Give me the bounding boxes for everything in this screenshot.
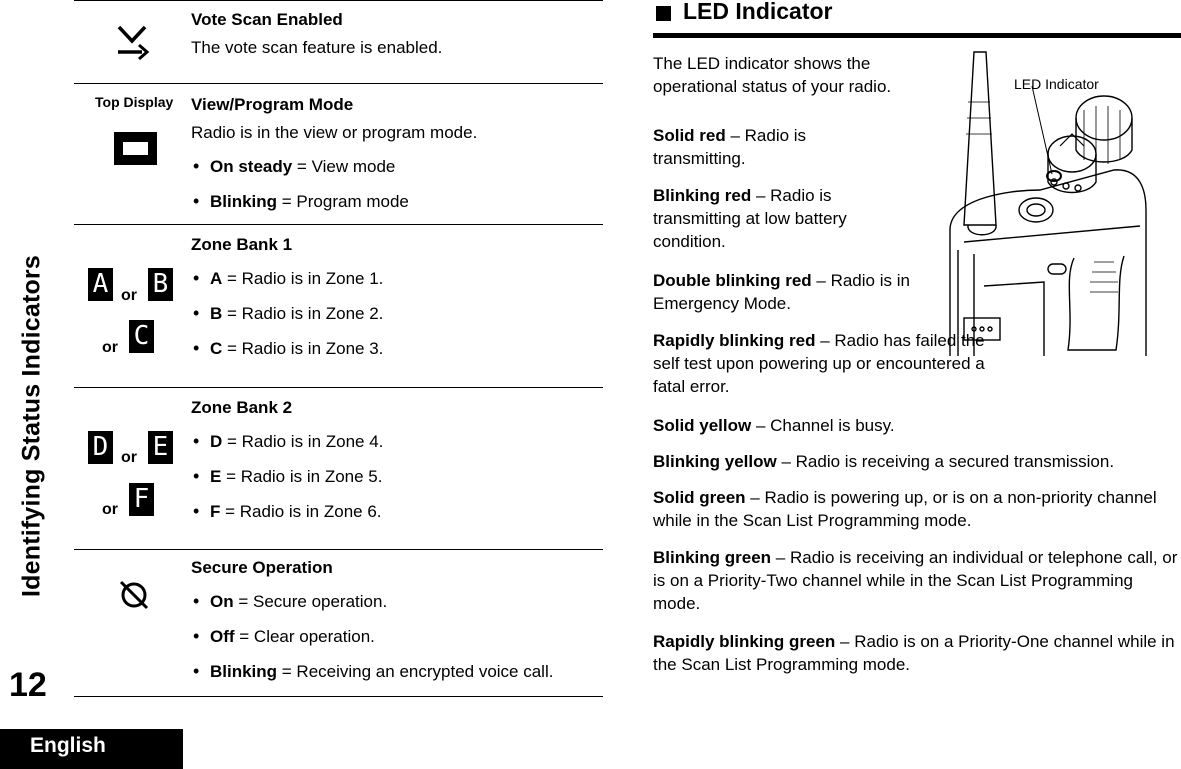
row-title: Zone Bank 2: [191, 398, 293, 417]
led-figure-label: LED Indicator: [1014, 76, 1099, 92]
led-section: [653, 0, 1181, 674]
radio-illustration: [944, 50, 1149, 356]
list-item: • C = Radio is in Zone 3.: [191, 339, 603, 359]
list-item: • F = Radio is in Zone 6.: [191, 502, 603, 522]
led-item: Blinking red – Radio is transmitting at low battery condition.: [653, 186, 847, 251]
square-bullet-icon: [656, 6, 671, 21]
list-item: • Blinking = Receiving an encrypted voice call.: [191, 662, 603, 682]
table-row: [74, 550, 603, 697]
row-title: Secure Operation: [191, 558, 333, 577]
top-display-label: Top Display: [95, 94, 174, 110]
led-item: Rapidly blinking green – Radio is on a Priority-One channel while in the Scan List Programming mode.: [653, 632, 1175, 674]
led-intro: The LED indicator shows the operational status of your radio.: [653, 54, 892, 96]
list-item: • On = Secure operation.: [191, 592, 603, 612]
list-item: • D = Radio is in Zone 4.: [191, 432, 603, 452]
list-item: • A = Radio is in Zone 1.: [191, 269, 603, 289]
table-row: [74, 0, 603, 84]
table-row: [74, 388, 603, 550]
row-title: View/Program Mode: [191, 95, 354, 114]
led-item: Double blinking red – Radio is in Emergency Mode.: [653, 271, 910, 313]
zone-d-icon: D: [88, 431, 113, 464]
led-item: Blinking green – Radio is receiving an individual or telephone call, or is on a Priority-Two channel while in the Scan List Programming mode.: [653, 548, 1178, 613]
led-item: Rapidly blinking red – Radio has failed the self test upon powering up or encountered a fatal error.: [653, 331, 985, 396]
zone-e-icon: E: [148, 431, 173, 464]
status-indicator-table: [74, 0, 603, 697]
list-item: • Off = Clear operation.: [191, 627, 603, 647]
zone-b-icon: B: [148, 268, 173, 301]
section-title: Identifying Status Indicators: [17, 255, 46, 597]
section-heading: LED Indicator: [653, 0, 1181, 38]
secure-operation-icon: [117, 578, 151, 612]
or-label: or: [102, 501, 118, 518]
list-item: • B = Radio is in Zone 2.: [191, 304, 603, 324]
vote-scan-icon: [115, 23, 151, 61]
or-label: or: [121, 449, 137, 466]
table-row: [74, 84, 603, 225]
list-item: • On steady = View mode: [191, 157, 603, 177]
zone-c-icon: C: [129, 320, 154, 353]
led-item: Solid red – Radio is transmitting.: [653, 126, 807, 168]
or-label: or: [121, 287, 137, 304]
page-number: 12: [9, 666, 47, 704]
row-title: Zone Bank 1: [191, 235, 293, 254]
led-item: Solid green – Radio is powering up, or is on a non-priority channel while in the Scan List Programming mode.: [653, 488, 1157, 530]
led-item: Solid yellow – Channel is busy.: [653, 416, 895, 435]
row-text: The vote scan feature is enabled.: [191, 38, 443, 57]
list-item: • Blinking = Program mode: [191, 192, 603, 212]
or-label: or: [102, 339, 118, 356]
row-text: Radio is in the view or program mode.: [191, 123, 478, 142]
led-item: Blinking yellow – Radio is receiving a secured transmission.: [653, 452, 1115, 471]
zone-f-icon: F: [129, 483, 154, 516]
zone-a-icon: A: [88, 268, 113, 301]
row-title: Vote Scan Enabled: [191, 10, 343, 29]
language-tab: English: [0, 729, 183, 769]
table-row: [74, 225, 603, 388]
list-item: • E = Radio is in Zone 5.: [191, 467, 603, 487]
display-icon: [114, 132, 157, 165]
